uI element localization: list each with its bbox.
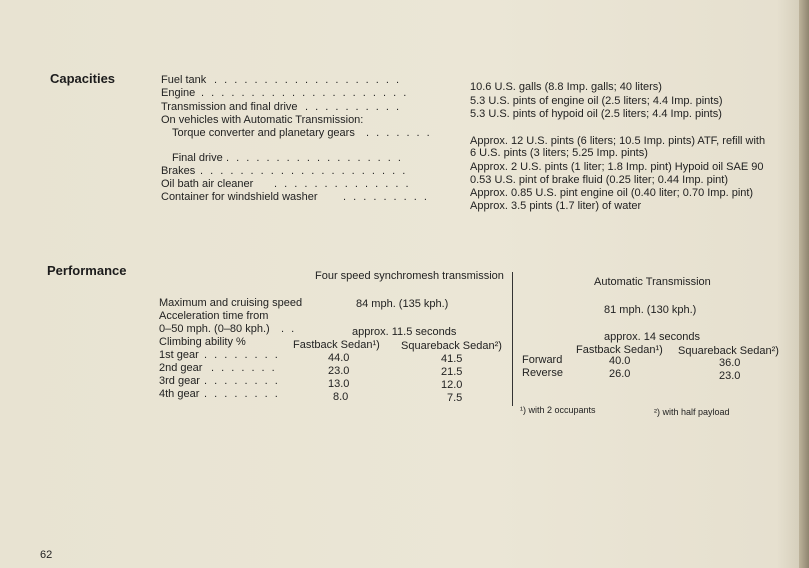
auto-label-reverse: Reverse — [522, 367, 563, 379]
book-spine — [799, 0, 809, 568]
auto-squareback-reverse: 23.0 — [719, 370, 741, 382]
capacity-value-torque-converter: Approx. 12 U.S. pints (6 liters; 10.5 Imp. pints) ATF, refill with — [470, 135, 766, 147]
gear-dots-4th: . . . . . . . . — [204, 388, 280, 400]
capacity-value-torque-converter-refill: 6 U.S. pints (3 liters; 5.25 Imp. pints) — [470, 147, 648, 159]
gear-dots-3rd: . . . . . . . . — [204, 375, 280, 387]
capacity-dots-engine: . . . . . . . . . . . . . . . . . . . . . — [201, 87, 409, 99]
max-speed-auto: 81 mph. (130 kph.) — [604, 304, 697, 316]
capacity-value-final-drive: Approx. 2 U.S. pints (1 liter; 1.8 Imp. pint) Hypoid oil SAE 90 — [470, 161, 764, 173]
auto-label-forward: Forward — [522, 354, 563, 366]
capacity-label-brakes: Brakes — [161, 165, 196, 177]
acceleration-manual: approx. 11.5 seconds — [352, 326, 457, 338]
capacity-value-washer: Approx. 3.5 pints (1.7 liter) of water — [470, 200, 642, 212]
capacity-label-transmission: Transmission and final drive — [161, 101, 298, 113]
gear-fastback-3rd: 13.0 — [328, 378, 350, 390]
gear-fastback-2nd: 23.0 — [328, 365, 350, 377]
gear-label-3rd: 3rd gear — [159, 375, 200, 387]
gear-squareback-2nd: 21.5 — [441, 366, 463, 378]
footnote-occupants: ¹) with 2 occupants — [520, 405, 596, 415]
gear-label-4th: 4th gear — [159, 388, 200, 400]
capacity-value-air-cleaner: Approx. 0.85 U.S. pint engine oil (0.40 liter; 0.70 Imp. pint) — [470, 187, 754, 199]
gear-dots-2nd: . . . . . . . — [211, 362, 277, 374]
capacity-label-engine: Engine — [161, 87, 196, 99]
gear-fastback-4th: 8.0 — [333, 391, 349, 403]
gear-squareback-4th: 7.5 — [447, 392, 463, 404]
auto-squareback-header: Squareback Sedan²) — [678, 345, 779, 357]
climbing-ability-label: Climbing ability % — [159, 336, 246, 348]
capacity-label-washer: Container for windshield washer — [161, 191, 318, 203]
capacity-dots-final-drive: . . . . . . . . . . . . . . . . . . — [226, 152, 403, 164]
manual-squareback-header: Squareback Sedan²) — [401, 340, 502, 352]
auto-fastback-header: Fastback Sedan¹) — [576, 344, 663, 356]
gear-squareback-3rd: 12.0 — [441, 379, 463, 391]
footnote-payload: ²) with half payload — [654, 407, 730, 417]
capacity-label-air-cleaner: Oil bath air cleaner — [161, 178, 254, 190]
manual-fastback-header: Fastback Sedan¹) — [293, 339, 380, 351]
capacity-label-automatic: On vehicles with Automatic Transmission: — [161, 114, 364, 126]
capacity-dots-air-cleaner: . . . . . . . . . . . . . . — [274, 178, 411, 190]
page-number: 62 — [40, 549, 53, 561]
auto-fastback-forward: 40.0 — [609, 355, 631, 367]
performance-heading: Performance — [47, 263, 127, 278]
max-speed-label: Maximum and cruising speed — [159, 297, 303, 309]
auto-squareback-forward: 36.0 — [719, 357, 741, 369]
acceleration-dots: . . — [281, 323, 297, 335]
gear-fastback-1st: 44.0 — [328, 352, 350, 364]
gear-squareback-1st: 41.5 — [441, 353, 463, 365]
capacity-dots-torque-converter: . . . . . . . — [366, 127, 432, 139]
gear-label-2nd: 2nd gear — [159, 362, 203, 374]
capacity-value-transmission: 5.3 U.S. pints of hypoid oil (2.5 liters; 4.4 Imp. pints) — [470, 108, 722, 120]
capacity-value-brakes: 0.53 U.S. pint of brake fluid (0.25 liter; 0.44 Imp. pint) — [470, 174, 729, 186]
column-divider — [512, 272, 513, 406]
capacity-label-torque-converter: Torque converter and planetary gears — [172, 127, 355, 139]
auto-fastback-reverse: 26.0 — [609, 368, 631, 380]
capacity-dots-brakes: . . . . . . . . . . . . . . . . . . . . . — [200, 165, 408, 177]
capacity-dots-fuel-tank: . . . . . . . . . . . . . . . . . . . — [214, 74, 402, 86]
capacity-dots-washer: . . . . . . . . . — [343, 191, 429, 203]
capacities-heading: Capacities — [50, 71, 116, 86]
manual-transmission-title: Four speed synchromesh transmission — [315, 270, 504, 282]
capacity-value-engine: 5.3 U.S. pints of engine oil (2.5 liters; 4.4 Imp. pints) — [470, 95, 723, 107]
max-speed-manual: 84 mph. (135 kph.) — [356, 298, 449, 310]
acceleration-label: Acceleration time from — [159, 310, 269, 322]
capacity-label-fuel-tank: Fuel tank — [161, 74, 207, 86]
gear-label-1st: 1st gear — [159, 349, 199, 361]
acceleration-range-label: 0–50 mph. (0–80 kph.) — [159, 323, 270, 335]
automatic-transmission-title: Automatic Transmission — [594, 276, 711, 288]
capacity-value-fuel-tank: 10.6 U.S. galls (8.8 Imp. galls; 40 liters) — [470, 81, 662, 93]
gear-dots-1st: . . . . . . . . — [204, 349, 280, 361]
capacity-label-final-drive: Final drive — [172, 152, 223, 164]
acceleration-auto: approx. 14 seconds — [604, 331, 701, 343]
capacity-dots-transmission: . . . . . . . . . . — [305, 101, 402, 113]
